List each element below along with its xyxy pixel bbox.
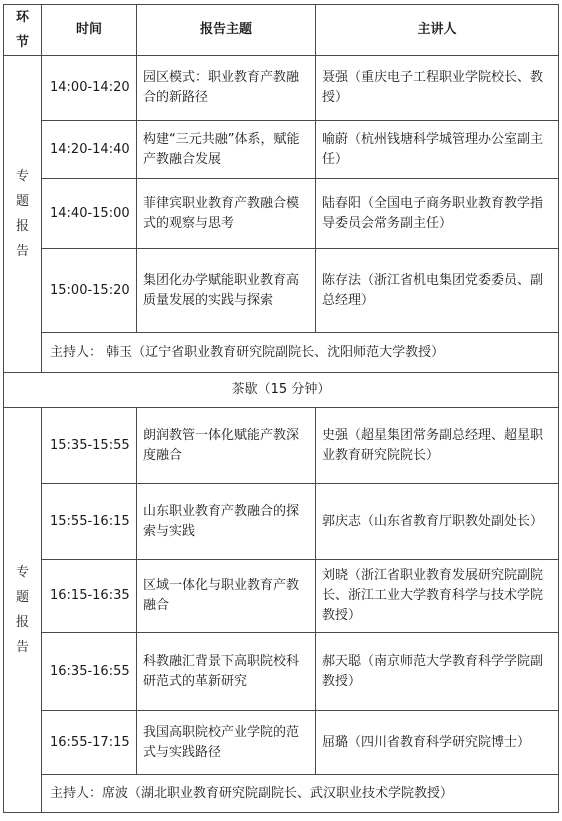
topic-cell: 朗润教管一体化赋能产教深度融合	[137, 408, 316, 484]
topic-cell: 科教融汇背景下高职院校科研范式的革新研究	[137, 633, 316, 711]
schedule-table	[3, 4, 559, 813]
topic-cell: 区域一体化与职业教育产教融合	[137, 560, 316, 633]
speaker-cell: 陆春阳（全国电子商务职业教育教学指导委员会常务副主任）	[316, 179, 559, 249]
host-row	[4, 333, 559, 373]
time-cell: 16:35-16:55	[42, 633, 137, 711]
time-cell: 15:55-16:15	[42, 484, 137, 560]
speaker-cell: 陈存法（浙江省机电集团党委委员、副总经理）	[316, 249, 559, 333]
speaker-cell: 聂强（重庆电子工程职业学院校长、教授）	[316, 56, 559, 121]
time-cell: 15:35-15:55	[42, 408, 137, 484]
host-cell: 主持人： 韩玉（辽宁省职业教育研究院副院长、沈阳师范大学教授）	[42, 333, 559, 373]
speaker-cell: 史强（超星集团常务副总经理、超星职业教育研究院院长）	[316, 408, 559, 484]
header-topic: 报告主题	[137, 5, 316, 56]
time-cell: 14:20-14:40	[42, 121, 137, 179]
time-cell: 14:40-15:00	[42, 179, 137, 249]
break-cell: 茶歇（15 分钟）	[4, 373, 559, 408]
header-speaker: 主讲人	[316, 5, 559, 56]
header-row	[4, 5, 559, 56]
time-cell: 14:00-14:20	[42, 56, 137, 121]
time-cell: 15:00-15:20	[42, 249, 137, 333]
header-segment: 环节	[4, 5, 42, 56]
break-row	[4, 373, 559, 408]
segment-cell: 专题报告	[4, 56, 42, 373]
host-row	[4, 775, 559, 813]
table-row	[4, 633, 559, 711]
topic-cell: 菲律宾职业教育产教融合模式的观察与思考	[137, 179, 316, 249]
table-row	[4, 560, 559, 633]
table-row	[4, 56, 559, 121]
topic-cell: 山东职业教育产教融合的探索与实践	[137, 484, 316, 560]
speaker-cell: 郭庆志（山东省教育厅职教处副处长）	[316, 484, 559, 560]
table-row	[4, 484, 559, 560]
table-row	[4, 408, 559, 484]
speaker-cell: 郝天聪（南京师范大学教育科学学院副教授）	[316, 633, 559, 711]
table-row	[4, 711, 559, 775]
speaker-cell: 喻蔚（杭州钱塘科学城管理办公室副主任）	[316, 121, 559, 179]
table-row	[4, 249, 559, 333]
speaker-cell: 屈璐（四川省教育科学研究院博士）	[316, 711, 559, 775]
table-row	[4, 121, 559, 179]
time-cell: 16:15-16:35	[42, 560, 137, 633]
speaker-cell: 刘晓（浙江省职业教育发展研究院副院长、浙江工业大学教育科学与技术学院教授）	[316, 560, 559, 633]
header-time: 时间	[42, 5, 137, 56]
segment-cell: 专题报告	[4, 408, 42, 813]
topic-cell: 我国高职院校产业学院的范式与实践路径	[137, 711, 316, 775]
topic-cell: 构建“三元共融”体系，赋能产教融合发展	[137, 121, 316, 179]
table-row	[4, 179, 559, 249]
host-cell: 主持人：席波（湖北职业教育研究院副院长、武汉职业技术学院教授）	[42, 775, 559, 813]
topic-cell: 园区模式：职业教育产教融合的新路径	[137, 56, 316, 121]
time-cell: 16:55-17:15	[42, 711, 137, 775]
topic-cell: 集团化办学赋能职业教育高质量发展的实践与探索	[137, 249, 316, 333]
